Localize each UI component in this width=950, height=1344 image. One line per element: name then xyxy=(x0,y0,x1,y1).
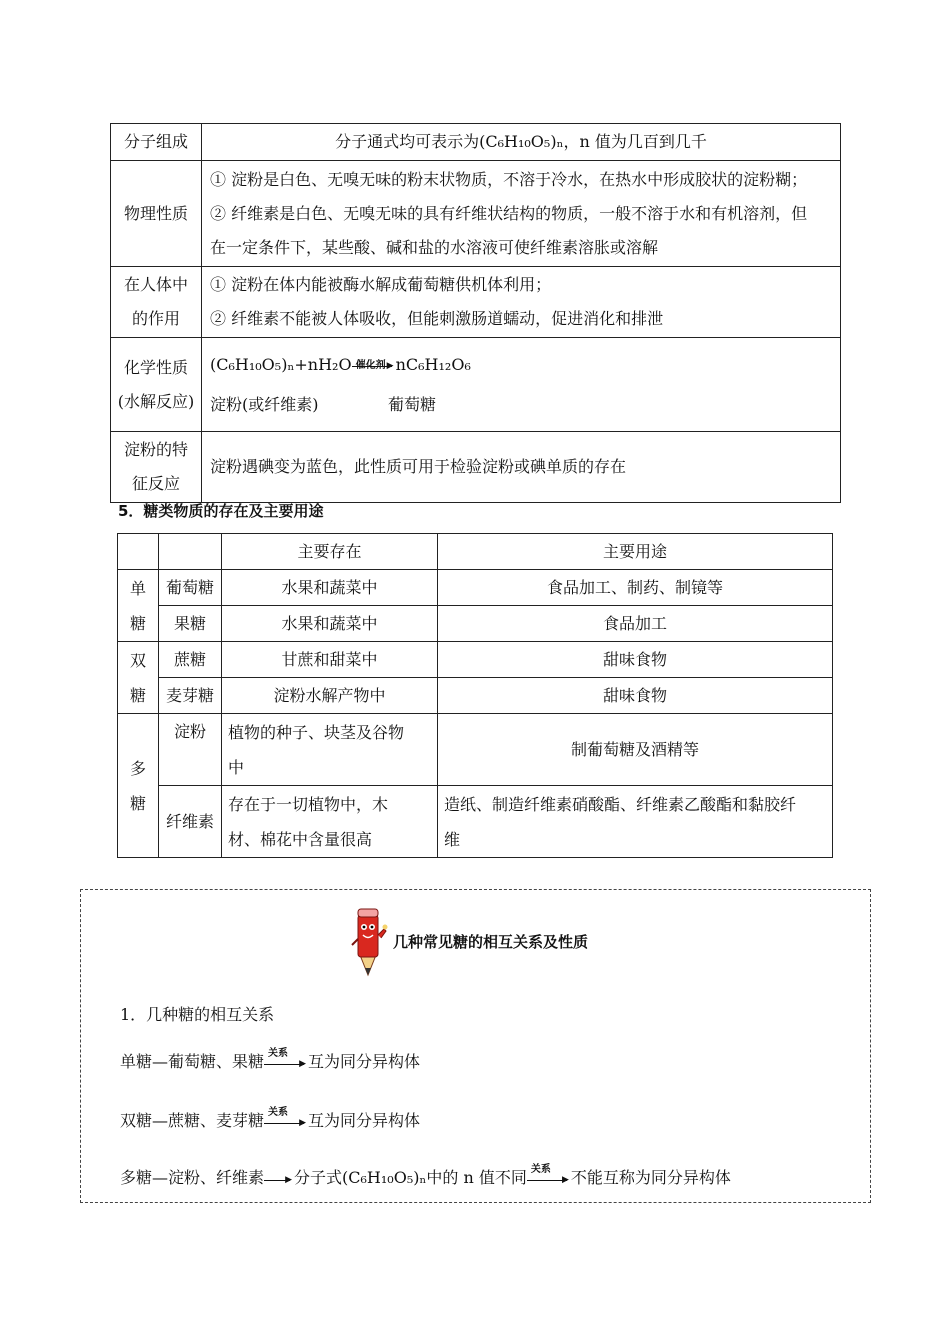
use-cell: 制葡萄糖及酒精等 xyxy=(438,714,833,786)
sugar-name: 果糖 xyxy=(159,606,222,642)
catalyst-label: 催化剂 xyxy=(355,360,386,371)
row-header-line: 化学性质 xyxy=(123,357,188,377)
equation-left: (C₆H₁₀O₅)ₙ+nH₂O xyxy=(210,354,352,374)
table-row xyxy=(118,714,833,786)
empty-cell xyxy=(159,534,222,570)
relation-right: 互为同分异构体 xyxy=(308,1052,421,1071)
hydrolysis-equation xyxy=(202,338,841,432)
row-header-line: (水解反应) xyxy=(117,391,195,411)
exist-line: 存在于一切植物中，木 xyxy=(228,794,389,814)
row-content xyxy=(202,432,841,503)
row-content xyxy=(202,124,841,161)
sugar-name: 葡萄糖 xyxy=(159,570,222,606)
polysaccharide-properties-table xyxy=(110,123,841,503)
arrow-label: 关系 xyxy=(268,1106,289,1118)
exist-line: 中 xyxy=(228,757,245,777)
table-row xyxy=(111,432,841,503)
section-heading: 5．糖类物质的存在及主要用途 xyxy=(118,502,324,520)
table-row xyxy=(111,124,841,161)
plain-arrow-icon: ▶ xyxy=(264,1172,294,1186)
relation-arrow-icon: 关系 ▶ xyxy=(264,1115,308,1129)
equation-line xyxy=(210,345,832,385)
row-content-line: ② 纤维素不能被人体吸收，但能刺激肠道蠕动，促进消化和排泄 xyxy=(210,309,664,328)
equation-right: nC₆H₁₂O₆ xyxy=(395,354,471,374)
category-cell xyxy=(118,642,159,714)
use-cell: 食品加工、制药、制镜等 xyxy=(438,570,833,606)
empty-cell xyxy=(118,534,159,570)
exist-cell: 水果和蔬菜中 xyxy=(222,570,438,606)
relation-line xyxy=(120,1049,420,1072)
table-row xyxy=(111,161,841,267)
row-content-line: ① 淀粉是白色、无嗅无味的粉末状物质，不溶于冷水，在热水中形成胶状的淀粉糊； xyxy=(210,169,808,189)
table-header-row xyxy=(118,534,833,570)
use-cell: 食品加工 xyxy=(438,606,833,642)
category-char: 双 xyxy=(129,650,146,670)
row-header: 分子组成 xyxy=(111,124,202,161)
relation-left: 多糖—淀粉、纤维素 xyxy=(120,1168,265,1187)
relation-middle: 分子式(C₆H₁₀O₅)ₙ中的 n 值不同 xyxy=(294,1168,527,1187)
table-row xyxy=(118,786,833,858)
relation-line xyxy=(120,1108,420,1131)
note-subtitle: 1．几种糖的相互关系 xyxy=(120,1005,275,1024)
row-header-line: 征反应 xyxy=(131,474,180,493)
column-header: 主要存在 xyxy=(222,534,438,570)
category-char: 糖 xyxy=(129,613,146,633)
category-cell xyxy=(118,570,159,642)
use-line: 维 xyxy=(444,829,461,849)
use-cell: 甜味食物 xyxy=(438,642,833,678)
relation-arrow-icon: 关系 ▶ xyxy=(527,1172,571,1186)
category-char: 糖 xyxy=(129,793,146,813)
row-content-line: ① 淀粉在体内能被酶水解成葡萄糖供机体利用； xyxy=(210,275,552,294)
row-header xyxy=(111,267,202,338)
use-cell: 甜味食物 xyxy=(438,678,833,714)
sugar-name: 淀粉 xyxy=(159,714,222,786)
catalyst-arrow-icon: 催化剂 ▶ xyxy=(352,358,396,372)
use-cell xyxy=(438,786,833,858)
relation-line xyxy=(120,1165,731,1188)
row-header: 物理性质 xyxy=(111,161,202,267)
exist-line: 材、棉花中含量很高 xyxy=(228,829,373,849)
category-char: 多 xyxy=(129,758,146,778)
sugar-name: 蔗糖 xyxy=(159,642,222,678)
relation-right: 互为同分异构体 xyxy=(308,1111,421,1130)
row-content-line: ② 纤维素是白色、无嗅无味的具有纤维状结构的物质，一般不溶于水和有机溶剂，但 xyxy=(210,203,808,223)
arrow-label: 关系 xyxy=(268,1047,289,1059)
table-row xyxy=(111,267,841,338)
note-box-title: 几种常见糖的相互关系及性质 xyxy=(393,933,589,951)
product-label: 葡萄糖 xyxy=(388,394,437,414)
arrow-label: 关系 xyxy=(530,1163,551,1175)
exist-cell xyxy=(222,786,438,858)
row-header-line: 的作用 xyxy=(131,309,180,328)
exist-line: 植物的种子、块茎及谷物 xyxy=(228,722,405,742)
row-content-line: 在一定条件下，某些酸、碱和盐的水溶液可使纤维素溶胀或溶解 xyxy=(210,237,659,257)
table-row xyxy=(111,338,841,432)
sugar-name: 纤维素 xyxy=(159,786,222,858)
table-row xyxy=(118,570,833,606)
table-row xyxy=(118,642,833,678)
row-content xyxy=(202,267,841,338)
exist-cell xyxy=(222,714,438,786)
row-header xyxy=(111,338,202,432)
column-header: 主要用途 xyxy=(438,534,833,570)
table-row xyxy=(118,606,833,642)
row-header-line: 淀粉的特 xyxy=(123,440,188,459)
category-cell xyxy=(118,714,159,858)
row-content-line: 淀粉遇碘变为蓝色，此性质可用于检验淀粉或碘单质的存在 xyxy=(210,457,627,476)
pencil-mascot-icon xyxy=(348,905,388,977)
reactant-label: 淀粉(或纤维素) xyxy=(210,394,319,414)
relation-left: 单糖—葡萄糖、果糖 xyxy=(120,1052,265,1071)
equation-labels xyxy=(210,385,832,425)
category-char: 单 xyxy=(129,578,146,598)
relation-arrow-icon: 关系 ▶ xyxy=(264,1056,308,1070)
sugar-name: 麦芽糖 xyxy=(159,678,222,714)
row-content-line: 分子通式均可表示为(C₆H₁₀O₅)ₙ，n 值为几百到几千 xyxy=(335,132,707,151)
category-char: 糖 xyxy=(129,685,146,705)
row-content xyxy=(202,161,841,267)
use-line: 造纸、制造纤维素硝酸酯、纤维素乙酸酯和黏胶纤 xyxy=(444,794,797,814)
exist-cell: 甘蔗和甜菜中 xyxy=(222,642,438,678)
exist-cell: 水果和蔬菜中 xyxy=(222,606,438,642)
exist-cell: 淀粉水解产物中 xyxy=(222,678,438,714)
row-header-line: 在人体中 xyxy=(123,275,188,294)
sugar-uses-table xyxy=(117,533,833,858)
table-row xyxy=(118,678,833,714)
row-header xyxy=(111,432,202,503)
relation-left: 双糖—蔗糖、麦芽糖 xyxy=(120,1111,265,1130)
relation-right: 不能互称为同分异构体 xyxy=(570,1168,731,1187)
